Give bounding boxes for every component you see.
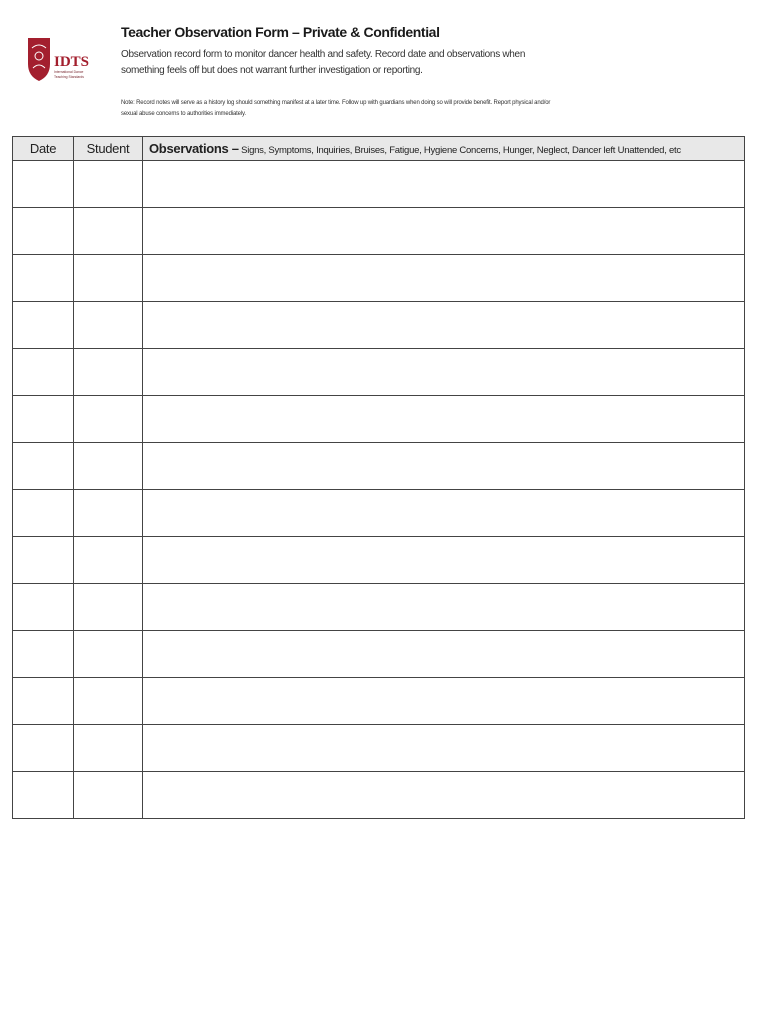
date-cell[interactable]	[13, 255, 74, 302]
observation-log-table	[12, 136, 745, 819]
student-cell[interactable]	[74, 302, 143, 349]
observations-label: Observations –	[149, 141, 239, 156]
student-cell[interactable]	[74, 443, 143, 490]
student-cell[interactable]	[74, 255, 143, 302]
observations-cell[interactable]	[143, 443, 745, 490]
table-row	[13, 678, 745, 725]
column-header-date: Date	[13, 137, 74, 161]
observations-cell[interactable]	[143, 631, 745, 678]
idts-logo	[24, 34, 94, 84]
observations-cell[interactable]	[143, 490, 745, 537]
table-row	[13, 584, 745, 631]
observations-cell[interactable]	[143, 349, 745, 396]
observations-cell[interactable]	[143, 584, 745, 631]
student-cell[interactable]	[74, 631, 143, 678]
student-cell[interactable]	[74, 208, 143, 255]
observations-cell[interactable]	[143, 772, 745, 819]
form-description: Observation record form to monitor dancer health and safety. Record date and observations when something feels off but does not warrant further investigation or reporting.	[121, 49, 526, 76]
observations-cell[interactable]	[143, 255, 745, 302]
date-cell[interactable]	[13, 443, 74, 490]
table-row	[13, 443, 745, 490]
student-cell[interactable]	[74, 490, 143, 537]
logo-name: IDTS	[54, 54, 90, 70]
table-row	[13, 631, 745, 678]
logo-tagline: International Dance Teaching Standards	[54, 70, 84, 79]
date-cell[interactable]	[13, 161, 74, 208]
student-cell[interactable]	[74, 678, 143, 725]
table-row	[13, 490, 745, 537]
table-row	[13, 772, 745, 819]
table-row	[13, 161, 745, 208]
table-row	[13, 396, 745, 443]
observations-cell[interactable]	[143, 678, 745, 725]
table-row	[13, 302, 745, 349]
student-cell[interactable]	[74, 772, 143, 819]
date-cell[interactable]	[13, 396, 74, 443]
student-cell[interactable]	[74, 349, 143, 396]
table-body	[13, 161, 745, 819]
observations-detail: Signs, Symptoms, Inquiries, Bruises, Fatigue, Hygiene Concerns, Hunger, Neglect, Dancer left Unattended, etc	[238, 145, 681, 156]
student-cell[interactable]	[74, 396, 143, 443]
date-cell[interactable]	[13, 349, 74, 396]
date-cell[interactable]	[13, 631, 74, 678]
table-row	[13, 349, 745, 396]
form-note: Note: Record notes will serve as a history log should something manifest at a later time. Follow up with guardians when doing so will provide benefit. Report physical and/or sexual abuse concerns to authorities immediately.	[121, 100, 551, 117]
date-cell[interactable]	[13, 537, 74, 584]
observations-cell[interactable]	[143, 161, 745, 208]
table-row	[13, 725, 745, 772]
observations-cell[interactable]	[143, 725, 745, 772]
observations-cell[interactable]	[143, 208, 745, 255]
table-row	[13, 208, 745, 255]
date-cell[interactable]	[13, 678, 74, 725]
date-cell[interactable]	[13, 772, 74, 819]
student-cell[interactable]	[74, 161, 143, 208]
table-header-row	[13, 137, 745, 161]
student-cell[interactable]	[74, 537, 143, 584]
date-cell[interactable]	[13, 584, 74, 631]
page-title: Teacher Observation Form – Private & Confidential	[121, 24, 440, 40]
table-row	[13, 537, 745, 584]
observations-cell[interactable]	[143, 396, 745, 443]
table-row	[13, 255, 745, 302]
student-cell[interactable]	[74, 725, 143, 772]
observations-cell[interactable]	[143, 537, 745, 584]
column-header-observations	[143, 137, 745, 161]
observations-cell[interactable]	[143, 302, 745, 349]
date-cell[interactable]	[13, 302, 74, 349]
date-cell[interactable]	[13, 490, 74, 537]
date-cell[interactable]	[13, 208, 74, 255]
column-header-student: Student	[74, 137, 143, 161]
date-cell[interactable]	[13, 725, 74, 772]
student-cell[interactable]	[74, 584, 143, 631]
